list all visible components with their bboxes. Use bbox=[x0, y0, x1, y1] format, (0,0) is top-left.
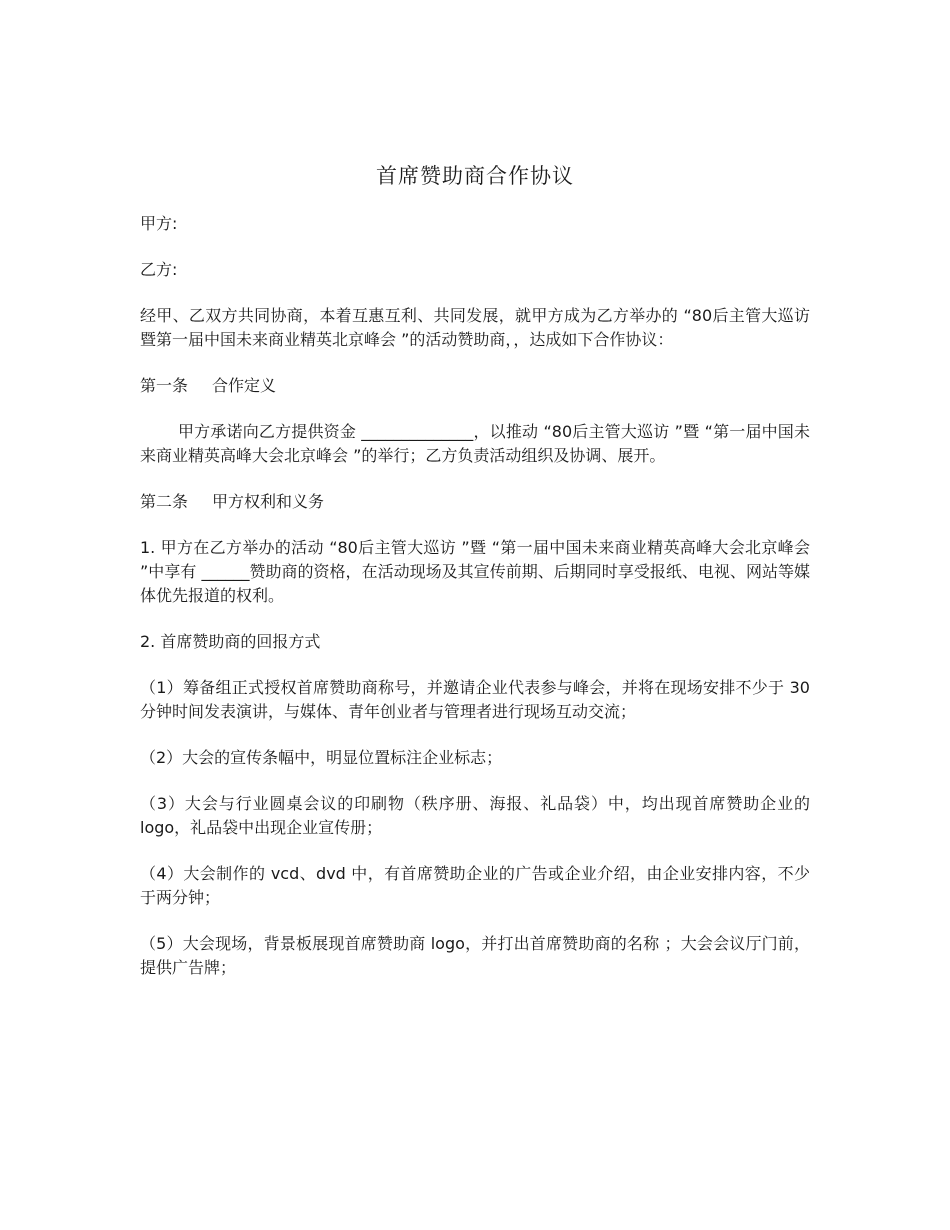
document-body bbox=[140, 212, 810, 1002]
reward-item-1: （1）筹备组正式授权首席赞助商称号，并邀请企业代表参与峰会，并将在现场安排不少于 30 分钟时间发表演讲，与媒体、青年创业者与管理者进行现场互动交流； bbox=[140, 678, 810, 721]
reward-item-4: （4）大会制作的 vcd、dvd 中，有首席赞助企业的广告或企业介绍，由企业安排内容，不少于两分钟； bbox=[140, 864, 810, 907]
intro-paragraph: 经甲、乙双方共同协商，本着互惠互利、共同发展，就甲方成为乙方举办的 “80后主管大巡访暨第一届中国未来商业精英北京峰会 ”的活动赞助商，，达成如下合作协议： bbox=[140, 306, 810, 349]
article-2-number: 第二条 bbox=[140, 492, 189, 511]
reward-item-2: （2）大会的宣传条幅中，明显位置标注企业标志； bbox=[140, 748, 503, 767]
reward-item-5: （5）大会现场，背景板展现首席赞助商 logo，并打出首席赞助商的名称 ；大会会议厅门前，提供广告牌； bbox=[140, 934, 810, 977]
article-1-body: 甲方承诺向乙方提供资金 ______________，以推动 “80后主管大巡访 ”暨 “第一届中国未来商业精英高峰大会北京峰会 ”的举行；乙方负责活动组织及协调、展开。 bbox=[140, 422, 810, 465]
reward-item-3: （3）大会与行业圆桌会议的印刷物（秩序册、海报、礼品袋）中，均出现首席赞助企业的 logo，礼品袋中出现企业宣传册； bbox=[140, 794, 810, 837]
article-2-item-1: 1. 甲方在乙方举办的活动 “80后主管大巡访 ”暨 “第一届中国未来商业精英高峰大会北京峰会 ”中享有 ______赞助商的资格，在活动现场及其宣传前期、后期同时享受报纸、电视、网站等媒体优先报道的权利。 bbox=[140, 538, 810, 605]
party-a-line: 甲方: bbox=[140, 214, 178, 233]
article-2-heading bbox=[140, 490, 810, 514]
document-title: 首席赞助商合作协议 bbox=[376, 164, 574, 188]
article-2-item-2: 2. 首席赞助商的回报方式 bbox=[140, 632, 321, 651]
article-1-title: 合作定义 bbox=[212, 376, 277, 395]
article-1-number: 第一条 bbox=[140, 376, 189, 395]
article-2-title: 甲方权利和义务 bbox=[212, 492, 325, 511]
party-b-line: 乙方: bbox=[140, 260, 178, 279]
article-1-heading bbox=[140, 374, 810, 398]
